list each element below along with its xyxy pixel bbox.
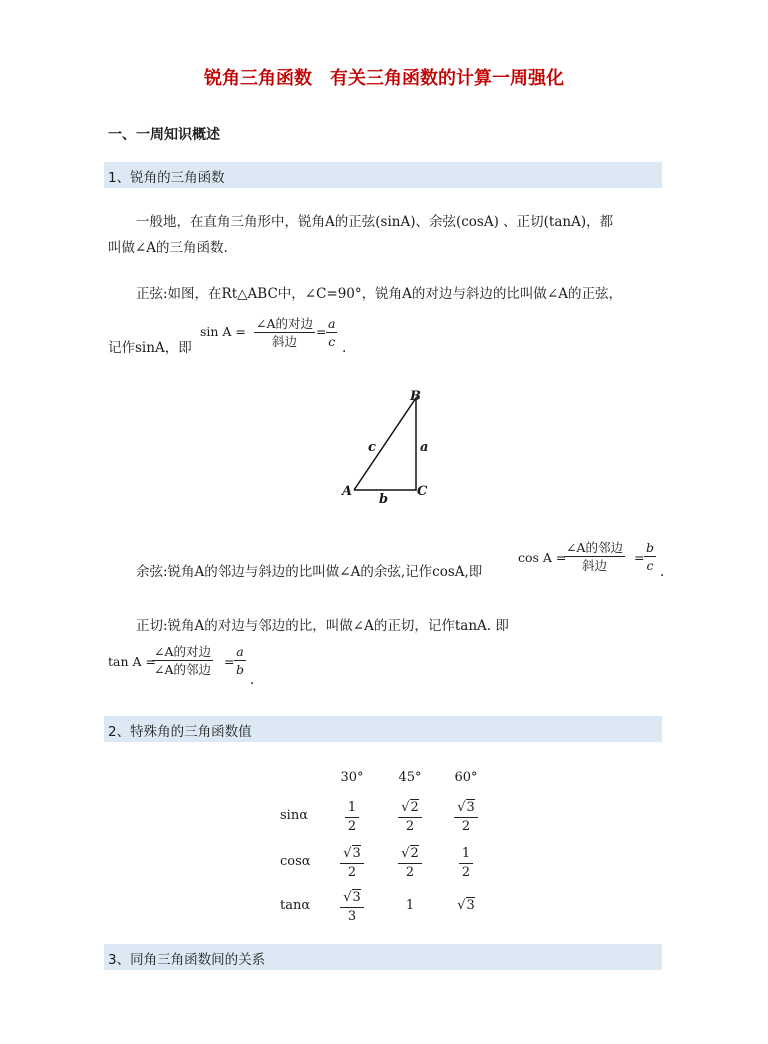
value-fraction xyxy=(340,890,364,925)
sine-definition-line: 正弦:如图，在Rt△ABC中，∠C=90°，锐角A的对边与斜边的比叫做∠A的正弦， xyxy=(136,286,622,302)
equals-sign: = xyxy=(224,654,235,669)
table-cell xyxy=(444,890,488,913)
table-cell xyxy=(330,800,374,835)
row-label: tanα xyxy=(280,898,311,913)
table-cell xyxy=(388,846,432,881)
equals-sign: = xyxy=(634,550,645,565)
vertex-c-label: C xyxy=(417,484,428,499)
ratio-denominator: c xyxy=(646,558,654,573)
fraction-numerator: ∠A的对边 xyxy=(256,316,314,331)
value-fraction xyxy=(340,846,364,881)
vertex-b-label: B xyxy=(410,389,421,404)
fraction-numerator: √2 xyxy=(398,846,422,864)
document-title: 锐角三角函数 有关三角函数的计算一周强化 xyxy=(204,68,564,89)
row-label: sinα xyxy=(280,808,308,823)
fraction-numerator: √3 xyxy=(340,846,364,864)
sine-ratio xyxy=(326,316,337,349)
subsection-band-1 xyxy=(104,162,662,188)
intro-line-1: 一般地，在直角三角形中，锐角A的正弦(sinA)、余弦(cosA) 、正切(tanA)，都 xyxy=(136,214,614,230)
fraction-numerator: 1 xyxy=(345,800,359,818)
row-label: cosα xyxy=(280,854,311,869)
sine-fraction xyxy=(254,316,315,349)
table-cell xyxy=(388,890,432,913)
fraction-denominator: 2 xyxy=(405,865,415,880)
fraction-numerator: ∠A的对边 xyxy=(154,644,212,659)
subsection-band-3 xyxy=(104,944,662,970)
cosine-ratio xyxy=(644,540,656,573)
sine-notation-line: 记作sinA，即 xyxy=(108,340,192,356)
fraction-denominator: 2 xyxy=(347,865,357,880)
value-text: 1 xyxy=(405,898,415,913)
column-header: 45° xyxy=(398,770,422,785)
cosine-formula-lhs: cos A = xyxy=(518,550,567,565)
tangent-definition-line: 正切:锐角A的对边与邻边的比，叫做∠A的正切，记作tanA. 即 xyxy=(136,618,509,634)
equals-sign: = xyxy=(316,324,327,339)
fraction-denominator: 2 xyxy=(347,819,357,834)
side-c-label: c xyxy=(368,440,376,455)
period: . xyxy=(660,564,665,580)
fraction-denominator: 斜边 xyxy=(582,558,608,573)
table-cell xyxy=(444,846,488,881)
subsection-label: 1、锐角的三角函数 xyxy=(108,170,225,186)
ratio-numerator: a xyxy=(236,644,244,659)
fraction-denominator: 3 xyxy=(347,909,357,924)
fraction-denominator: 斜边 xyxy=(272,334,298,349)
ratio-numerator: a xyxy=(328,316,336,331)
subsection-label: 2、特殊角的三角函数值 xyxy=(108,724,252,740)
ratio-numerator: b xyxy=(646,540,655,555)
cosine-fraction xyxy=(564,540,625,573)
triangle-outline xyxy=(354,398,416,490)
fraction-numerator: √3 xyxy=(340,890,364,908)
fraction-denominator: ∠A的邻边 xyxy=(154,662,212,677)
value-fraction xyxy=(398,846,422,881)
subsection-label: 3、同角三角函数间的关系 xyxy=(108,952,266,968)
table-cell xyxy=(388,800,432,835)
fraction-numerator: √3 xyxy=(454,800,478,818)
period: . xyxy=(250,672,255,688)
fraction-denominator: 2 xyxy=(405,819,415,834)
intro-line-2: 叫做∠A的三角函数. xyxy=(108,240,228,256)
subsection-band-2 xyxy=(104,716,662,742)
period: . xyxy=(342,340,347,356)
section-heading: 一、一周知识概述 xyxy=(108,127,220,143)
sine-formula-lhs: sin A = xyxy=(200,324,246,339)
table-cell xyxy=(330,890,374,925)
value-fraction xyxy=(459,846,473,881)
table-cell xyxy=(444,800,488,835)
column-header: 30° xyxy=(340,770,364,785)
tangent-fraction xyxy=(152,644,213,677)
ratio-denominator: c xyxy=(328,334,336,349)
fraction-denominator: 2 xyxy=(461,819,471,834)
tangent-ratio xyxy=(234,644,246,677)
cosine-definition-line: 余弦:锐角A的邻边与斜边的比叫做∠A的余弦,记作cosA,即 xyxy=(136,564,483,580)
vertex-a-label: A xyxy=(342,484,353,499)
side-b-label: b xyxy=(379,492,389,507)
value-fraction xyxy=(454,800,478,835)
fraction-numerator: √2 xyxy=(398,800,422,818)
fraction-numerator: ∠A的邻边 xyxy=(566,540,624,555)
tangent-formula-lhs: tan A = xyxy=(108,654,156,669)
value-fraction xyxy=(345,800,359,835)
fraction-denominator: 2 xyxy=(461,865,471,880)
value-fraction xyxy=(398,800,422,835)
ratio-denominator: b xyxy=(236,662,245,677)
column-header: 60° xyxy=(454,770,478,785)
fraction-numerator: 1 xyxy=(459,846,473,864)
value-text: √3 xyxy=(457,898,475,913)
table-cell xyxy=(330,846,374,881)
side-a-label: a xyxy=(420,440,429,455)
